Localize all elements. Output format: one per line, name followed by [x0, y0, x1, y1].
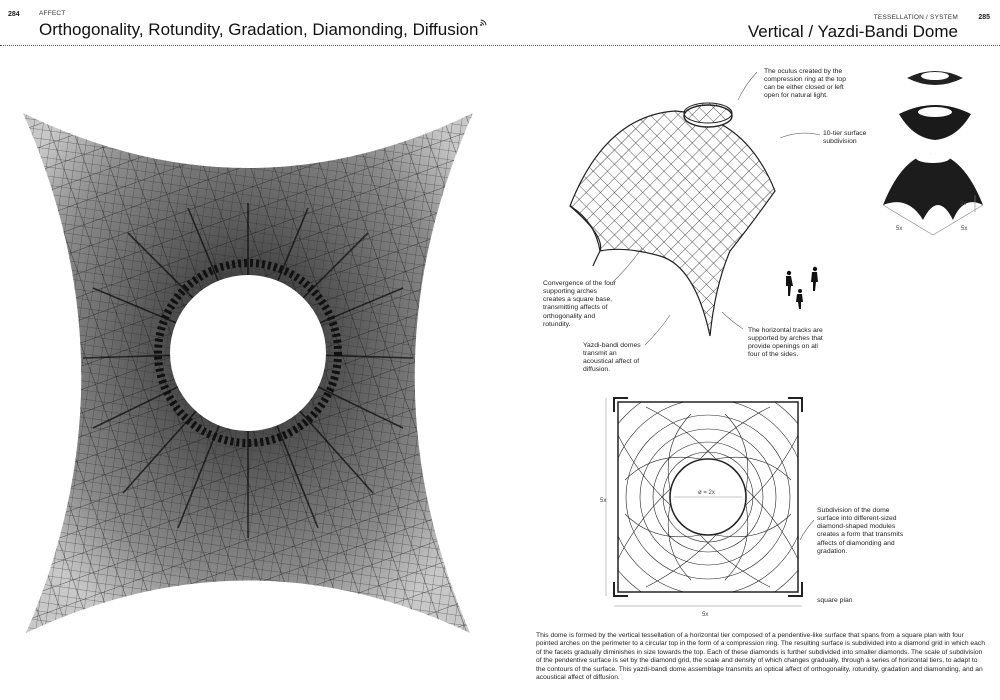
square-plan-drawing [598, 390, 813, 620]
tier-diagram-medium [897, 102, 973, 142]
plan-side-left-label: 5x [600, 498, 607, 504]
annotation-convergence: Convergence of the four supporting arches creates a square base, transmitting affects of orthogonality and rotundity. [543, 280, 616, 328]
right-page-number: 285 [978, 14, 990, 21]
annotation-tier: 10-tier surface subdivision [823, 130, 867, 146]
tier-diagram-small [905, 68, 965, 90]
annotation-subdivision: Subdivision of the dome surface into different-sized diamond-shaped modules creates a form that transmits affects of diamonding and gradation. [817, 507, 904, 555]
human-figures [780, 265, 825, 310]
diameter-label: ø = 2x [698, 490, 715, 496]
right-kicker: TESSELLATION / SYSTEM [873, 14, 958, 21]
right-title: Vertical / Yazdi-Bandi Dome [747, 22, 958, 41]
annotation-yazdi: Yazdi-bandi domes transmit an acoustical affect of diffusion. [583, 342, 641, 374]
iso-right-label: 5x [961, 226, 968, 232]
body-paragraph: This dome is formed by the vertical tessellation of a horizontal tier composed of a pendentive-like surface that spans from a square plan with four pointed arches on the perimeter to a circular top in the form of a compression ring. The resulting surface is subdivided into a diamond grid in which each of the facets gradually diminishes in size towards the top. Each of these diamonds is further subdivided into smaller diamonds. The scale of subdivision of the pendentive surface is set by the diamond grid, the scale and density of which changes gradually, through a series of horizontal tiers, to adapt to the contours of the surface. This yazdi-bandi dome assemblage transmits an optical affect of orthogonality, rotundity, gradation and diamonding, and an acoustical affect of diffusion. [536, 632, 985, 681]
left-title-text: Orthogonality, Rotundity, Gradation, Diamonding, Diffusion [39, 20, 479, 39]
plan-side-bottom-label: 5x [702, 612, 709, 618]
iso-height-label: 2x [960, 201, 967, 207]
annotation-tracks: The horizontal tracks are supported by arches that provide openings on all four of the sides. [748, 327, 823, 359]
left-kicker: AFFECT [39, 10, 66, 17]
left-page-number: 284 [8, 11, 20, 18]
annotation-oculus: The oculus created by the compression ring at the top can be either closed or left open for natural light. [764, 68, 846, 100]
tier-diagram-full [878, 150, 988, 240]
iso-left-label: 5x [896, 226, 903, 232]
annotation-square-plan: square plan [817, 597, 853, 604]
